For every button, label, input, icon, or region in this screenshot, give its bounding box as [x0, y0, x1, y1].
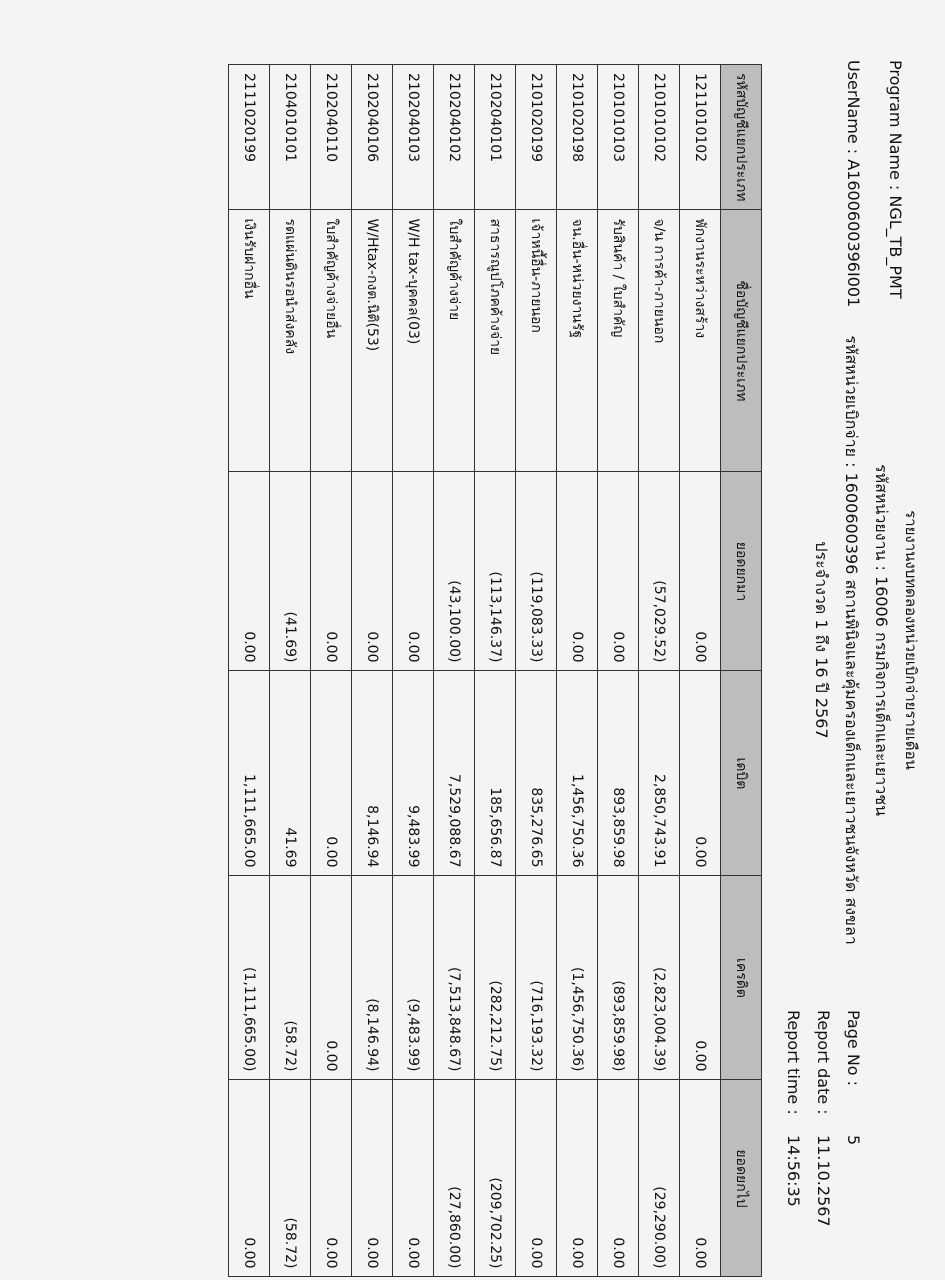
col-header-carried-forward: ยอดยกไป — [721, 1080, 762, 1277]
brought-forward-cell: 0.00 — [598, 472, 639, 671]
account-name-cell: พักงานระหว่างสร้าง — [680, 210, 721, 472]
credit-cell: (893,859.98) — [598, 876, 639, 1080]
carried-forward-cell: 0.00 — [393, 1080, 434, 1277]
table-row — [475, 65, 516, 1277]
table-row — [598, 65, 639, 1277]
table-row — [680, 65, 721, 1277]
account-name-cell: เจ้าหนี้อื่น-ภายนอก — [516, 210, 557, 472]
credit-cell: (282,212.75) — [475, 876, 516, 1080]
col-header-account-code: รหัสบัญชีแยกประเภท — [721, 65, 762, 210]
debit-cell: 9,483.99 — [393, 671, 434, 876]
credit-cell: (716,193.32) — [516, 876, 557, 1080]
brought-forward-cell: 0.00 — [311, 472, 352, 671]
table-row — [229, 65, 270, 1277]
page-label: Page No : — [844, 1010, 863, 1087]
brought-forward-cell: (113,146.37) — [475, 472, 516, 671]
table-row — [516, 65, 557, 1277]
carried-forward-cell: (29,290.00) — [639, 1080, 680, 1277]
carried-forward-cell: 0.00 — [352, 1080, 393, 1277]
carried-forward-cell: 0.00 — [516, 1080, 557, 1277]
carried-forward-cell: 0.00 — [229, 1080, 270, 1277]
debit-cell: 7,529,088.67 — [434, 671, 475, 876]
table-row — [557, 65, 598, 1277]
disbursing-unit-line: รหัสหน่วยเบิกจ่าย : 1600600396 สถานพินิจและคุ้มครองเด็กและเยาวชนจังหวัด สงขลา — [842, 335, 861, 945]
debit-cell: 41.69 — [270, 671, 311, 876]
col-header-brought-forward: ยอดยกมา — [721, 472, 762, 671]
account-code-cell: 1211010102 — [680, 65, 721, 210]
account-code-cell: 2102040103 — [393, 65, 434, 210]
debit-cell: 835,276.65 — [516, 671, 557, 876]
credit-cell: 0.00 — [680, 876, 721, 1080]
col-header-debit: เดบิต — [721, 671, 762, 876]
table-row — [270, 65, 311, 1277]
account-code-cell: 2101020198 — [557, 65, 598, 210]
debit-cell: 893,859.98 — [598, 671, 639, 876]
account-name-cell: เงินรับฝากอื่น — [229, 210, 270, 472]
trial-balance-table — [228, 64, 762, 1277]
brought-forward-cell: (41.69) — [270, 472, 311, 671]
user-name: UserName : A1600600396I001 — [844, 60, 863, 308]
carried-forward-cell: 0.00 — [311, 1080, 352, 1277]
debit-cell: 8,146.94 — [352, 671, 393, 876]
brought-forward-cell: 0.00 — [680, 472, 721, 671]
account-name-cell: จ/น การค้า-ภายนอก — [639, 210, 680, 472]
col-header-credit: เครดิต — [721, 876, 762, 1080]
account-name-cell: ใบสำคัญค้างจ่ายอื่น — [311, 210, 352, 472]
credit-cell: (1,456,750.36) — [557, 876, 598, 1080]
debit-cell: 2,850,743.91 — [639, 671, 680, 876]
account-code-cell: 2101010102 — [639, 65, 680, 210]
credit-cell: 0.00 — [311, 876, 352, 1080]
debit-cell: 1,111,665.00 — [229, 671, 270, 876]
table-body — [229, 65, 721, 1277]
page-value: 5 — [844, 1135, 863, 1146]
account-name-cell: รับสินค้า / ใบสำคัญ — [598, 210, 639, 472]
account-code-cell: 2102040106 — [352, 65, 393, 210]
credit-cell: (2,823,004.39) — [639, 876, 680, 1080]
carried-forward-cell: 0.00 — [557, 1080, 598, 1277]
account-name-cell: W/H tax-บุคคล(03) — [393, 210, 434, 472]
brought-forward-cell: (43,100.00) — [434, 472, 475, 671]
brought-forward-cell: (119,083.33) — [516, 472, 557, 671]
carried-forward-cell: 0.00 — [598, 1080, 639, 1277]
account-name-cell: ใบสำคัญค้างจ่าย — [434, 210, 475, 472]
table-row — [639, 65, 680, 1277]
credit-cell: (58.72) — [270, 876, 311, 1080]
account-code-cell: 2111020199 — [229, 65, 270, 210]
carried-forward-cell: (27,860.00) — [434, 1080, 475, 1277]
account-code-cell: 2102040102 — [434, 65, 475, 210]
account-code-cell: 2101010103 — [598, 65, 639, 210]
brought-forward-cell: (57,029.52) — [639, 472, 680, 671]
carried-forward-cell: 0.00 — [680, 1080, 721, 1277]
account-name-cell: W/Htax-กงต.นิติ(53) — [352, 210, 393, 472]
report-date-value: 11.10.2567 — [814, 1135, 833, 1227]
brought-forward-cell: 0.00 — [352, 472, 393, 671]
credit-cell: (9,483.99) — [393, 876, 434, 1080]
table-row — [434, 65, 475, 1277]
table-row — [393, 65, 434, 1277]
report-time-value: 14:56:35 — [784, 1135, 803, 1207]
period-line: ประจำงวด 1 ถึง 16 ปี 2567 — [812, 541, 831, 739]
account-code-cell: 2102040110 — [311, 65, 352, 210]
brought-forward-cell: 0.00 — [229, 472, 270, 671]
carried-forward-cell: (58.72) — [270, 1080, 311, 1277]
account-code-cell: 2104010101 — [270, 65, 311, 210]
debit-cell: 0.00 — [680, 671, 721, 876]
report-date-label: Report date : — [814, 1010, 833, 1115]
account-name-cell: จน.อื่น-หน่วยงานรัฐ — [557, 210, 598, 472]
account-code-cell: 2102040101 — [475, 65, 516, 210]
table-header-row — [721, 65, 762, 1277]
account-code-cell: 2101020199 — [516, 65, 557, 210]
account-name-cell: สาธารณูปโภคค้างจ่าย — [475, 210, 516, 472]
table-row — [352, 65, 393, 1277]
credit-cell: (1,111,665.00) — [229, 876, 270, 1080]
brought-forward-cell: 0.00 — [557, 472, 598, 671]
col-header-account-name: ชื่อบัญชีแยกประเภท — [721, 210, 762, 472]
report-time-label: Report time : — [784, 1010, 803, 1115]
account-name-cell: รดแผ่นดินรอนำส่งคลัง — [270, 210, 311, 472]
debit-cell: 0.00 — [311, 671, 352, 876]
program-name: Program Name : NGL_TB_PMT — [886, 60, 905, 299]
carried-forward-cell: (209,702.25) — [475, 1080, 516, 1277]
debit-cell: 185,656.87 — [475, 671, 516, 876]
agency-line: รหัสหน่วยงาน : 16006 กรมกิจการเด็กและเยาวชน — [872, 463, 891, 817]
table-row — [311, 65, 352, 1277]
credit-cell: (8,146.94) — [352, 876, 393, 1080]
brought-forward-cell: 0.00 — [393, 472, 434, 671]
credit-cell: (7,513,848.67) — [434, 876, 475, 1080]
report-title: รายงานงบทดลองหน่วยเบิกจ่ายรายเดือน — [902, 510, 920, 770]
debit-cell: 1,456,750.36 — [557, 671, 598, 876]
